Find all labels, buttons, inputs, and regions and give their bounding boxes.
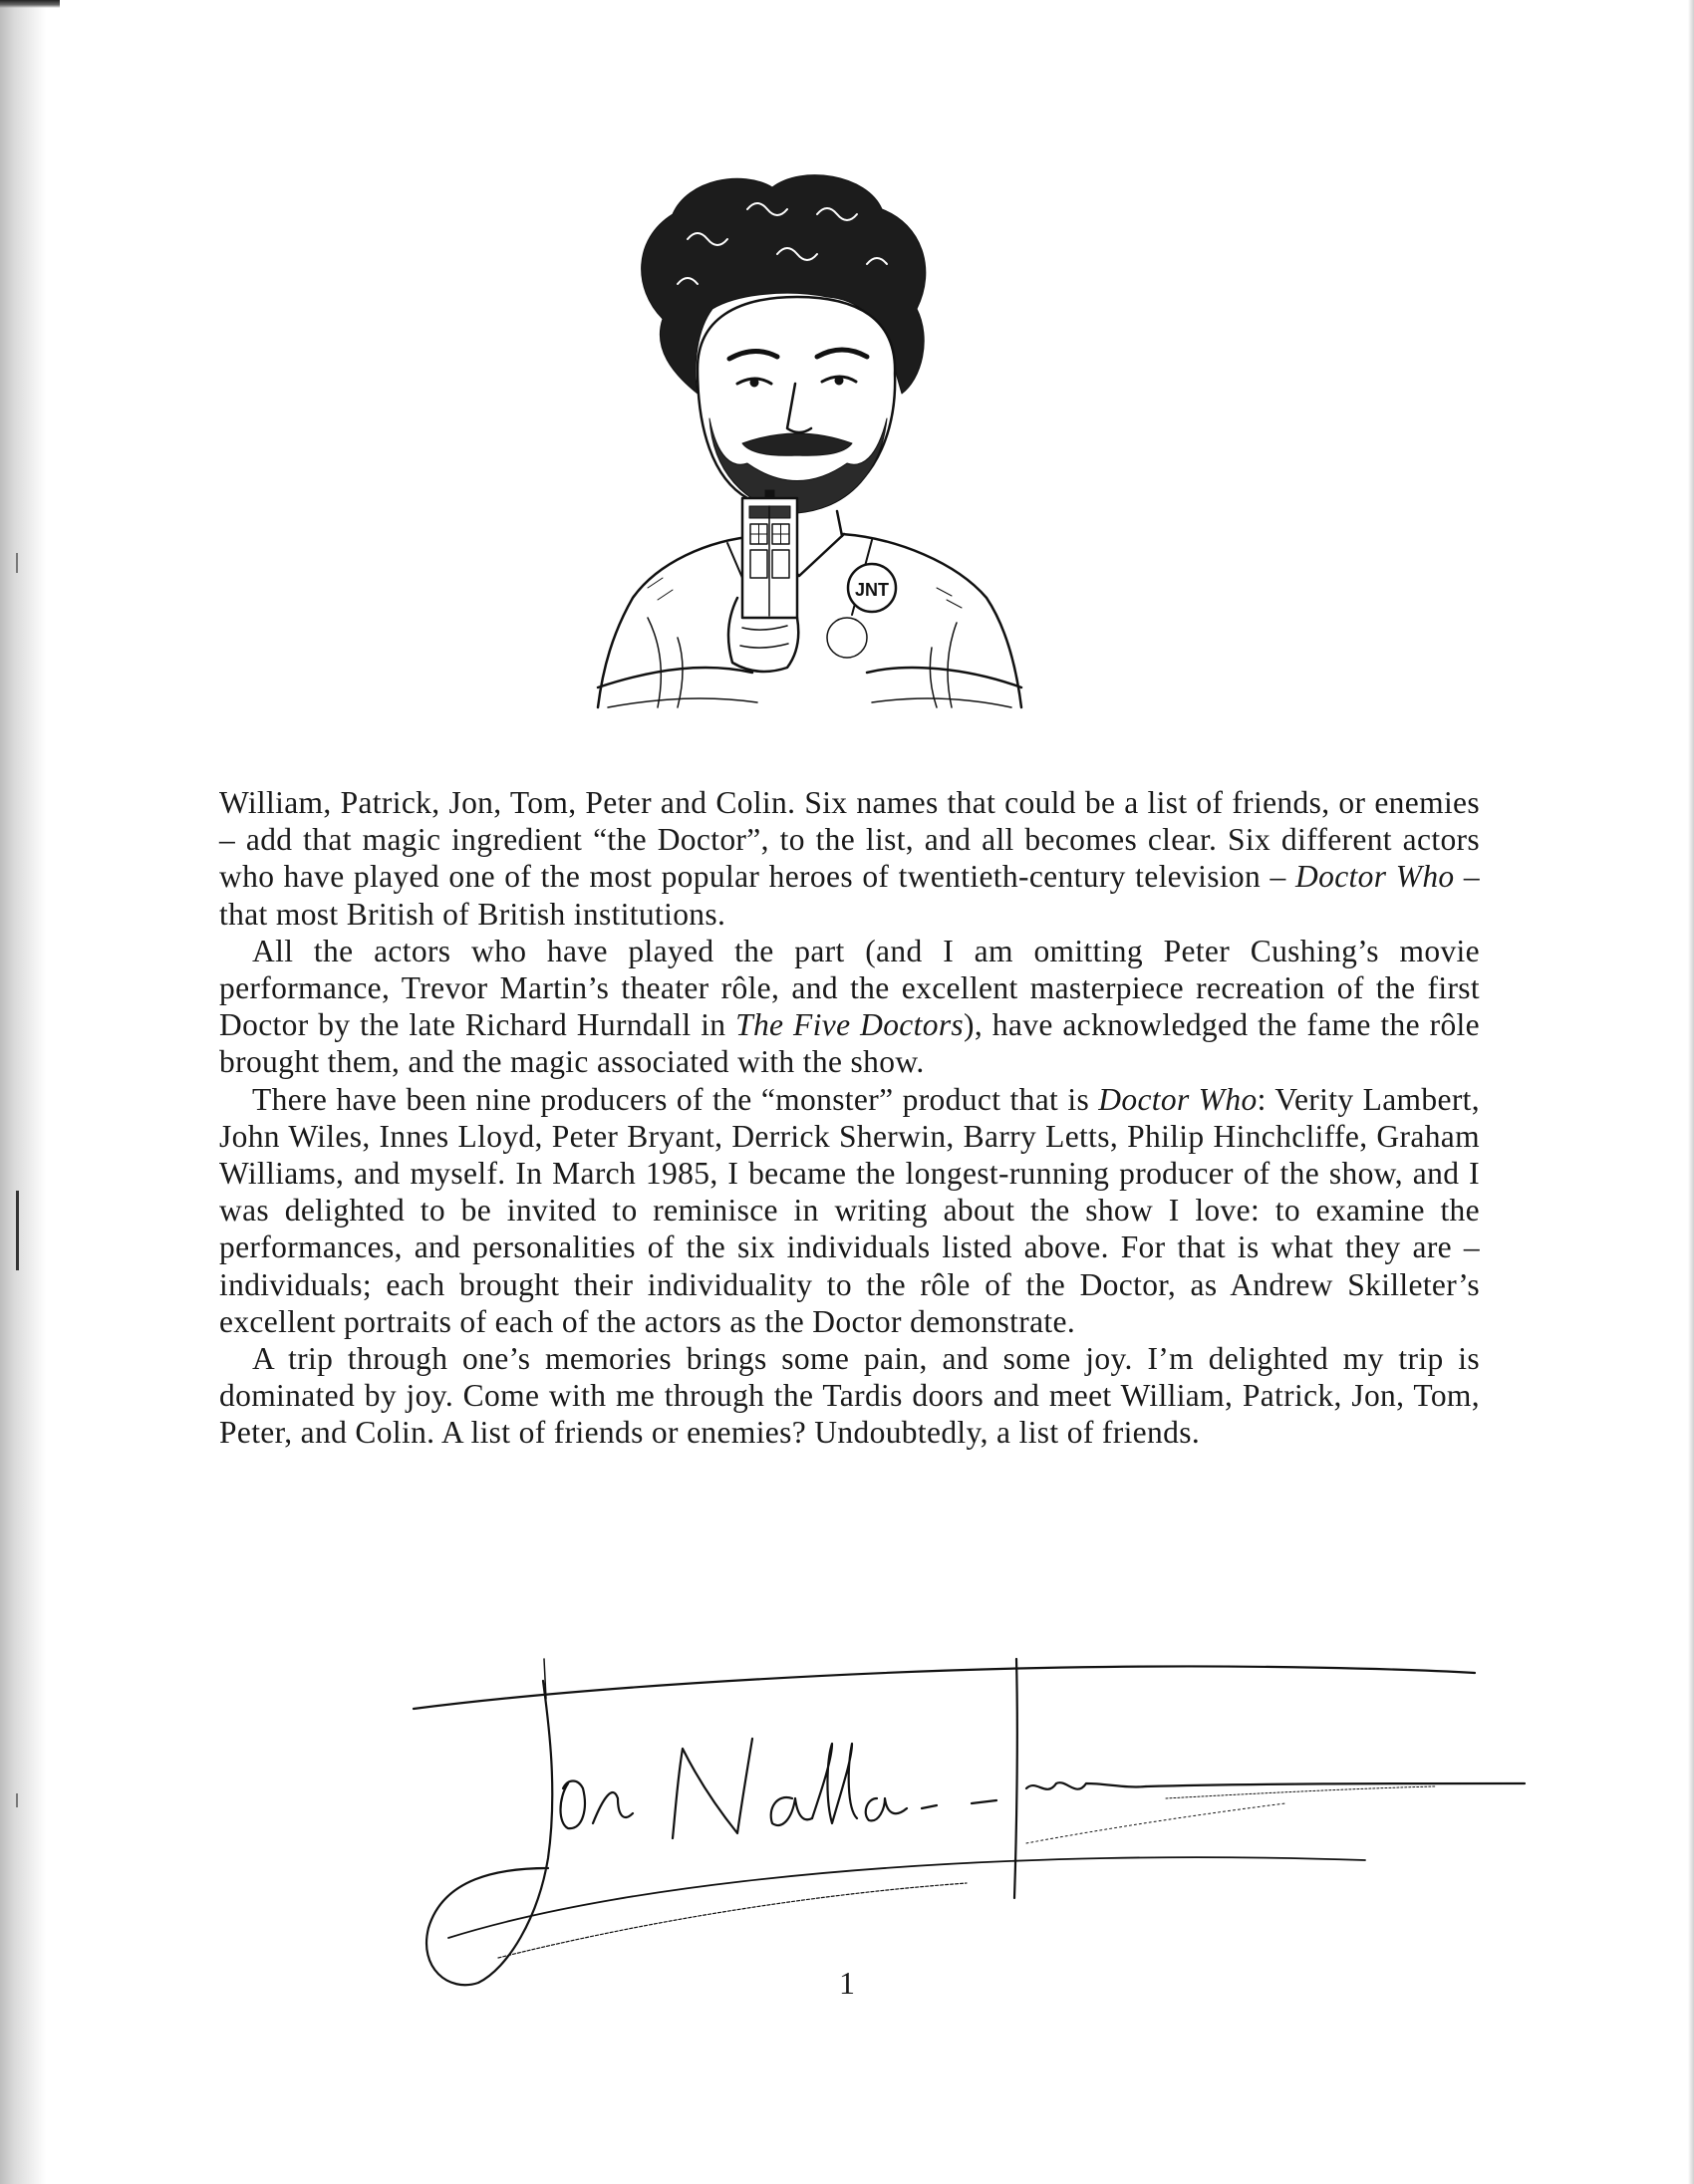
spine-mark xyxy=(16,1793,18,1807)
show-title: Doctor Who xyxy=(1295,859,1455,895)
paragraph-3-text: There have been nine producers of the “monster” product that is xyxy=(252,1081,1099,1117)
paragraph-3-text-end: : Verity Lambert, John Wiles, Innes Lloyd, Peter Bryant, Derrick Sherwin, Barry Letts, Philip Hinchcliffe, Graham Williams, and myself. In March 1985, I became the longest-running producer of the show, and I was delighted to be invited to reminisce in writing about the show I love: to examine the performances, and personalities of the six individuals listed above. For that is what they are – individuals; each brought their individuality to the rôle of the Doctor, as Andrew Skilleter’s excellent portraits of each of the actors as the Doctor demonstrate. xyxy=(219,1081,1481,1339)
paragraph-1 xyxy=(219,784,1480,933)
paragraph-2 xyxy=(219,933,1480,1081)
page-spine-shadow xyxy=(0,0,46,2184)
paragraph-1-text-end: – that most British of British institutions. xyxy=(219,859,1480,932)
paragraph-3 xyxy=(219,1081,1480,1340)
page-edge-shadow xyxy=(1688,0,1694,2184)
spine-mark xyxy=(16,553,18,573)
episode-title: The Five Doctors xyxy=(735,1007,965,1043)
corner-mark xyxy=(0,0,60,8)
paragraph-2-text-end: ), have acknowledged the fame the rôle brought them, and the magic associated with the show. xyxy=(219,1007,1480,1080)
paragraph-2-text: All the actors who have played the part (and I am omitting Peter Cushing’s movie performance, Trevor Martin’s theater rôle, and the excellent masterpiece recreation of the first Doctor by the late Richard Hurndall in xyxy=(219,933,1480,1043)
paragraph-1-text: William, Patrick, Jon, Tom, Peter and Colin. Six names that could be a list of friends, or enemies – add that magic ingredient “the Doctor”, to the list, and all becomes clear. Six different actors who have played one of the most popular heroes of twentieth-century television – xyxy=(219,785,1480,895)
spine-mark xyxy=(16,1191,19,1270)
portrait-illustration-icon xyxy=(538,169,1076,747)
badge-text: JNT xyxy=(854,580,890,600)
show-title: Doctor Who xyxy=(1098,1081,1258,1117)
paragraph-4: A trip through one’s memories brings some pain, and some joy. I’m delighted my trip is dominated by joy. Come with me through the Tardis doors and meet William, Patrick, Jon, Tom, Peter, and Colin. A list of friends or enemies? Undoubtedly, a list of friends. xyxy=(219,1341,1480,1451)
page-number: 1 xyxy=(839,1965,855,2001)
foreword-text xyxy=(219,784,1480,1452)
signature-icon xyxy=(409,1639,1535,1998)
